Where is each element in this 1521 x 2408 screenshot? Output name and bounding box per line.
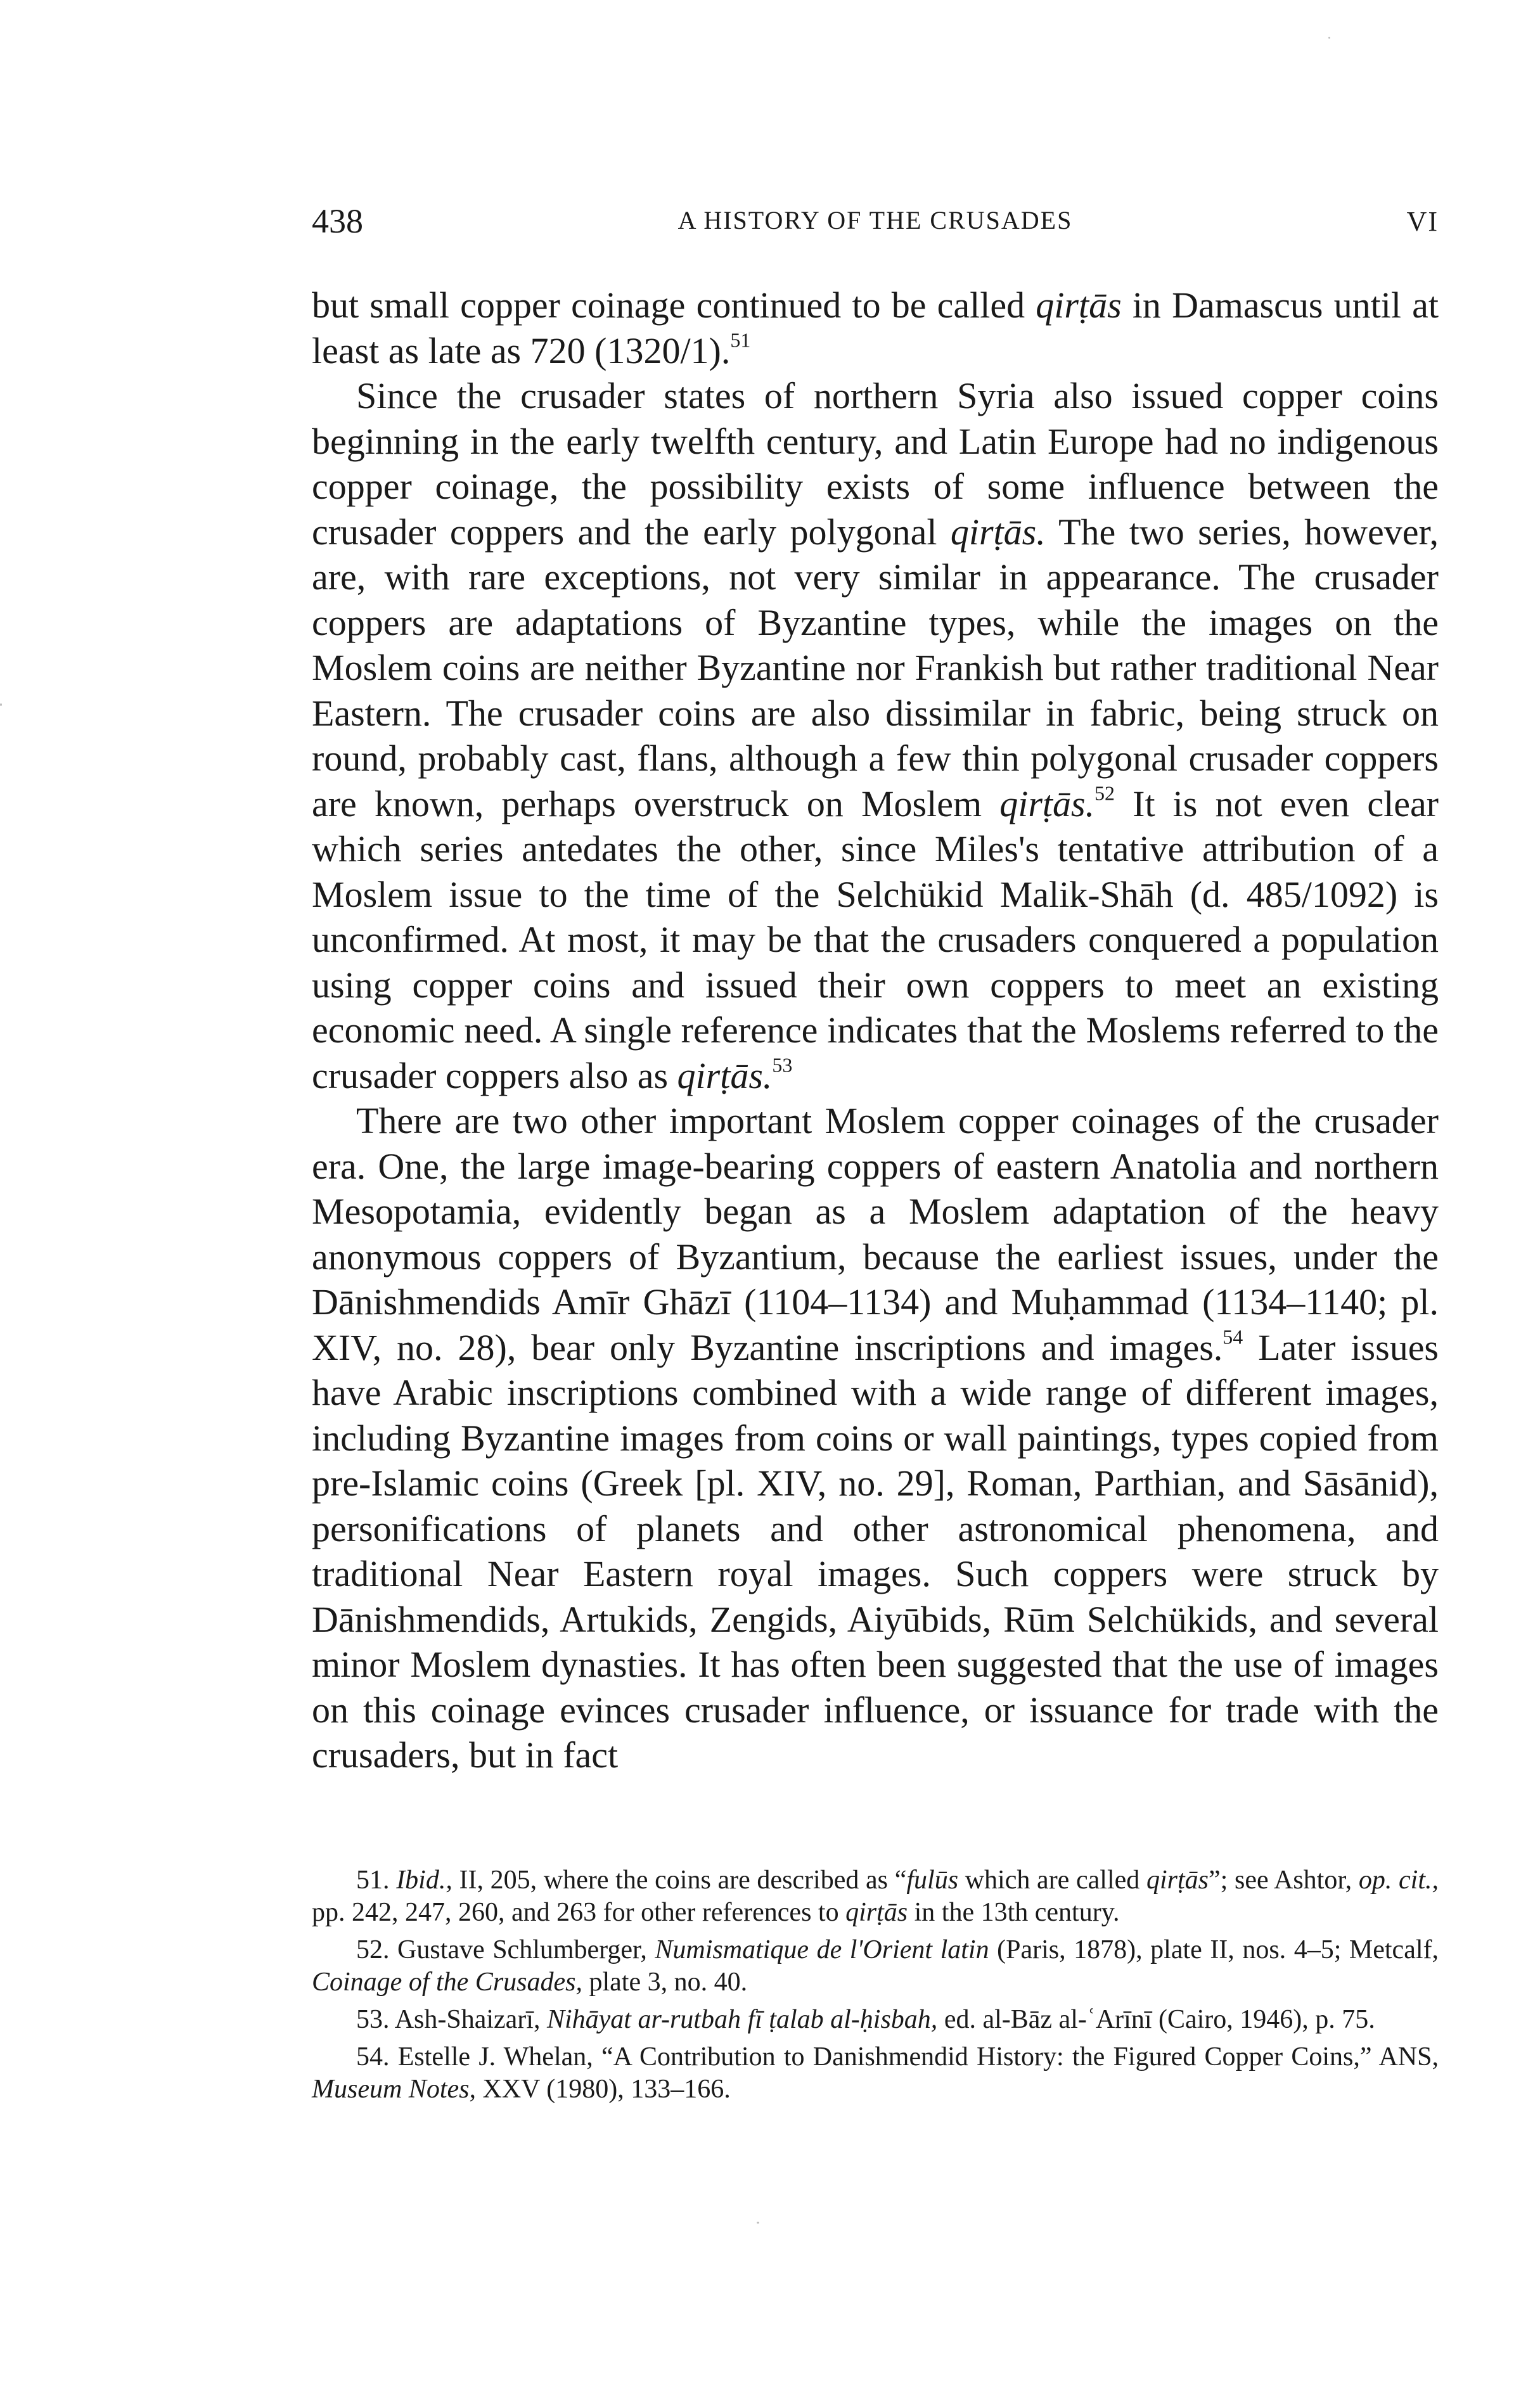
text: Since the crusader states of northern Syria also issued copper coins beginning in the early twelfth century, and Latin Europe had no indigenous copper coinage, the possibility exists of some influence between the crusader coppers and the early polygonal [312,375,1439,553]
text: II, 205, where the coins are described as “ [452,1866,907,1895]
paragraph-3 [312,1098,1439,1778]
italic-term: qirṭās. [999,783,1095,824]
text: XXV (1980), 133–166. [475,2075,731,2104]
text: ed. al-Bāz al-ʿArīnī (Cairo, 1946), p. 75. [937,2005,1375,2034]
footnote-number: 54. [356,2042,390,2072]
footnote-number: 52. [356,1935,390,1964]
italic-text: Nihāyat ar-rutbah fī ṭalab al-ḥisbah, [546,2005,938,2034]
paragraph-2 [312,373,1439,1098]
text: Estelle J. Whelan, “A Contribution to Danishmendid History: the Figured Copper Coins,” ANS, [397,2042,1439,2072]
text: but small copper coinage continued to be called [312,285,1036,326]
footnote-ref-52[interactable]: 52 [1094,781,1115,804]
text: Later issues have Arabic inscriptions combined with a wide range of different images, including Byzantine images from coins or wall paintings, types copied from pre-Islamic coins (Greek [pl. XIV, no. 29], Roman, Parthian, and Sāsānid), personifications of planets and other astronomical phenomena, and traditional Near Eastern royal images. Such coppers were struck by Dānishmendids, Artukids, Zengids, Aiyūbids, Rūm Selchükids, and several minor Moslem dynasties. It has often been suggested that the use of images on this coinage evinces crusader influence, or issuance for trade with the crusaders, but in fact [312,1326,1439,1776]
page-number: 438 [312,202,363,240]
italic-term: qirṭās. [677,1054,773,1096]
italic-text: qirṭās [1146,1866,1209,1895]
footnote-54 [312,2041,1439,2106]
italic-term: qirṭās [1036,285,1122,326]
footnote-ref-53[interactable]: 53 [772,1053,793,1076]
footnote-53 [312,2004,1439,2036]
footnote-number: 53. [356,2005,390,2034]
footnotes [312,1864,1439,2111]
paragraph-1 [312,283,1439,373]
text: It is not even clear which series antedates the other, since Miles's tentative attribution of a Moslem issue to the time of the Selchükid Malik-Shāh (d. 485/1092) is unconfirmed. At most, it may be that the crusaders conquered a population using copper coins and issued their own coppers to meet an existing economic need. A single reference indicates that the Moslems referred to the crusader coppers also as [312,783,1439,1096]
footnote-number: 51. [356,1866,390,1895]
italic-term: qirṭās. [950,511,1046,553]
footnote-51 [312,1864,1439,1929]
scan-speck [1328,37,1330,39]
footnote-52 [312,1934,1439,1999]
text: in the 13th century. [908,1898,1120,1927]
italic-text: Coinage of the Crusades, [312,1968,582,1997]
italic-text: qirṭās [845,1898,908,1927]
footnote-ref-54[interactable]: 54 [1223,1325,1243,1348]
italic-text: Ibid., [396,1866,452,1895]
italic-text: Museum Notes, [312,2075,476,2104]
text: plate 3, no. 40. [582,1968,748,1997]
text: ”; see Ashtor, [1209,1866,1359,1895]
text: Gustave Schlumberger, [397,1935,655,1964]
italic-text: op. cit., [1358,1866,1439,1895]
running-header [312,202,1439,242]
scan-speck [0,703,2,706]
italic-text: fulūs [906,1866,959,1895]
text: (Paris, 1878), plate II, nos. 4–5; Metcalf, [989,1935,1439,1964]
italic-text: Numismatique de l'Orient latin [655,1935,989,1964]
text: The two series, however, are, with rare exceptions, not very similar in appearance. The crusader coppers are adaptations of Byzantine types, while the images on the Moslem coins are neither Byzantine nor Frankish but rather traditional Near Eastern. The crusader coins are also dissimilar in fabric, being struck on round, probably cast, flans, although a few thin polygonal crusader coppers are known, perhaps overstruck on Moslem [312,511,1439,824]
running-title: A HISTORY OF THE CRUSADES [677,206,1073,234]
text: which are called [958,1866,1146,1895]
part-number: VI [1406,206,1439,237]
text: in Damascus until at least as late as 720 (1320/1). [312,285,1439,371]
footnote-ref-51[interactable]: 51 [730,328,751,351]
main-text [312,283,1439,1778]
text: pp. 242, 247, 260, and 263 for other references to [312,1898,846,1927]
text: Ash-Shaizarī, [394,2005,547,2034]
scan-speck [757,2222,759,2224]
text: There are two other important Moslem copper coinages of the crusader era. One, the large image-bearing coppers of eastern Anatolia and northern Mesopotamia, evidently began as a Moslem adaptation of the heavy anonymous coppers of Byzantium, because the earliest issues, under the Dānishmendids Amīr Ghāzī (1104–1134) and Muḥammad (1134–1140; pl. XIV, no. 28), bear only Byzantine inscriptions and images. [312,1100,1439,1368]
